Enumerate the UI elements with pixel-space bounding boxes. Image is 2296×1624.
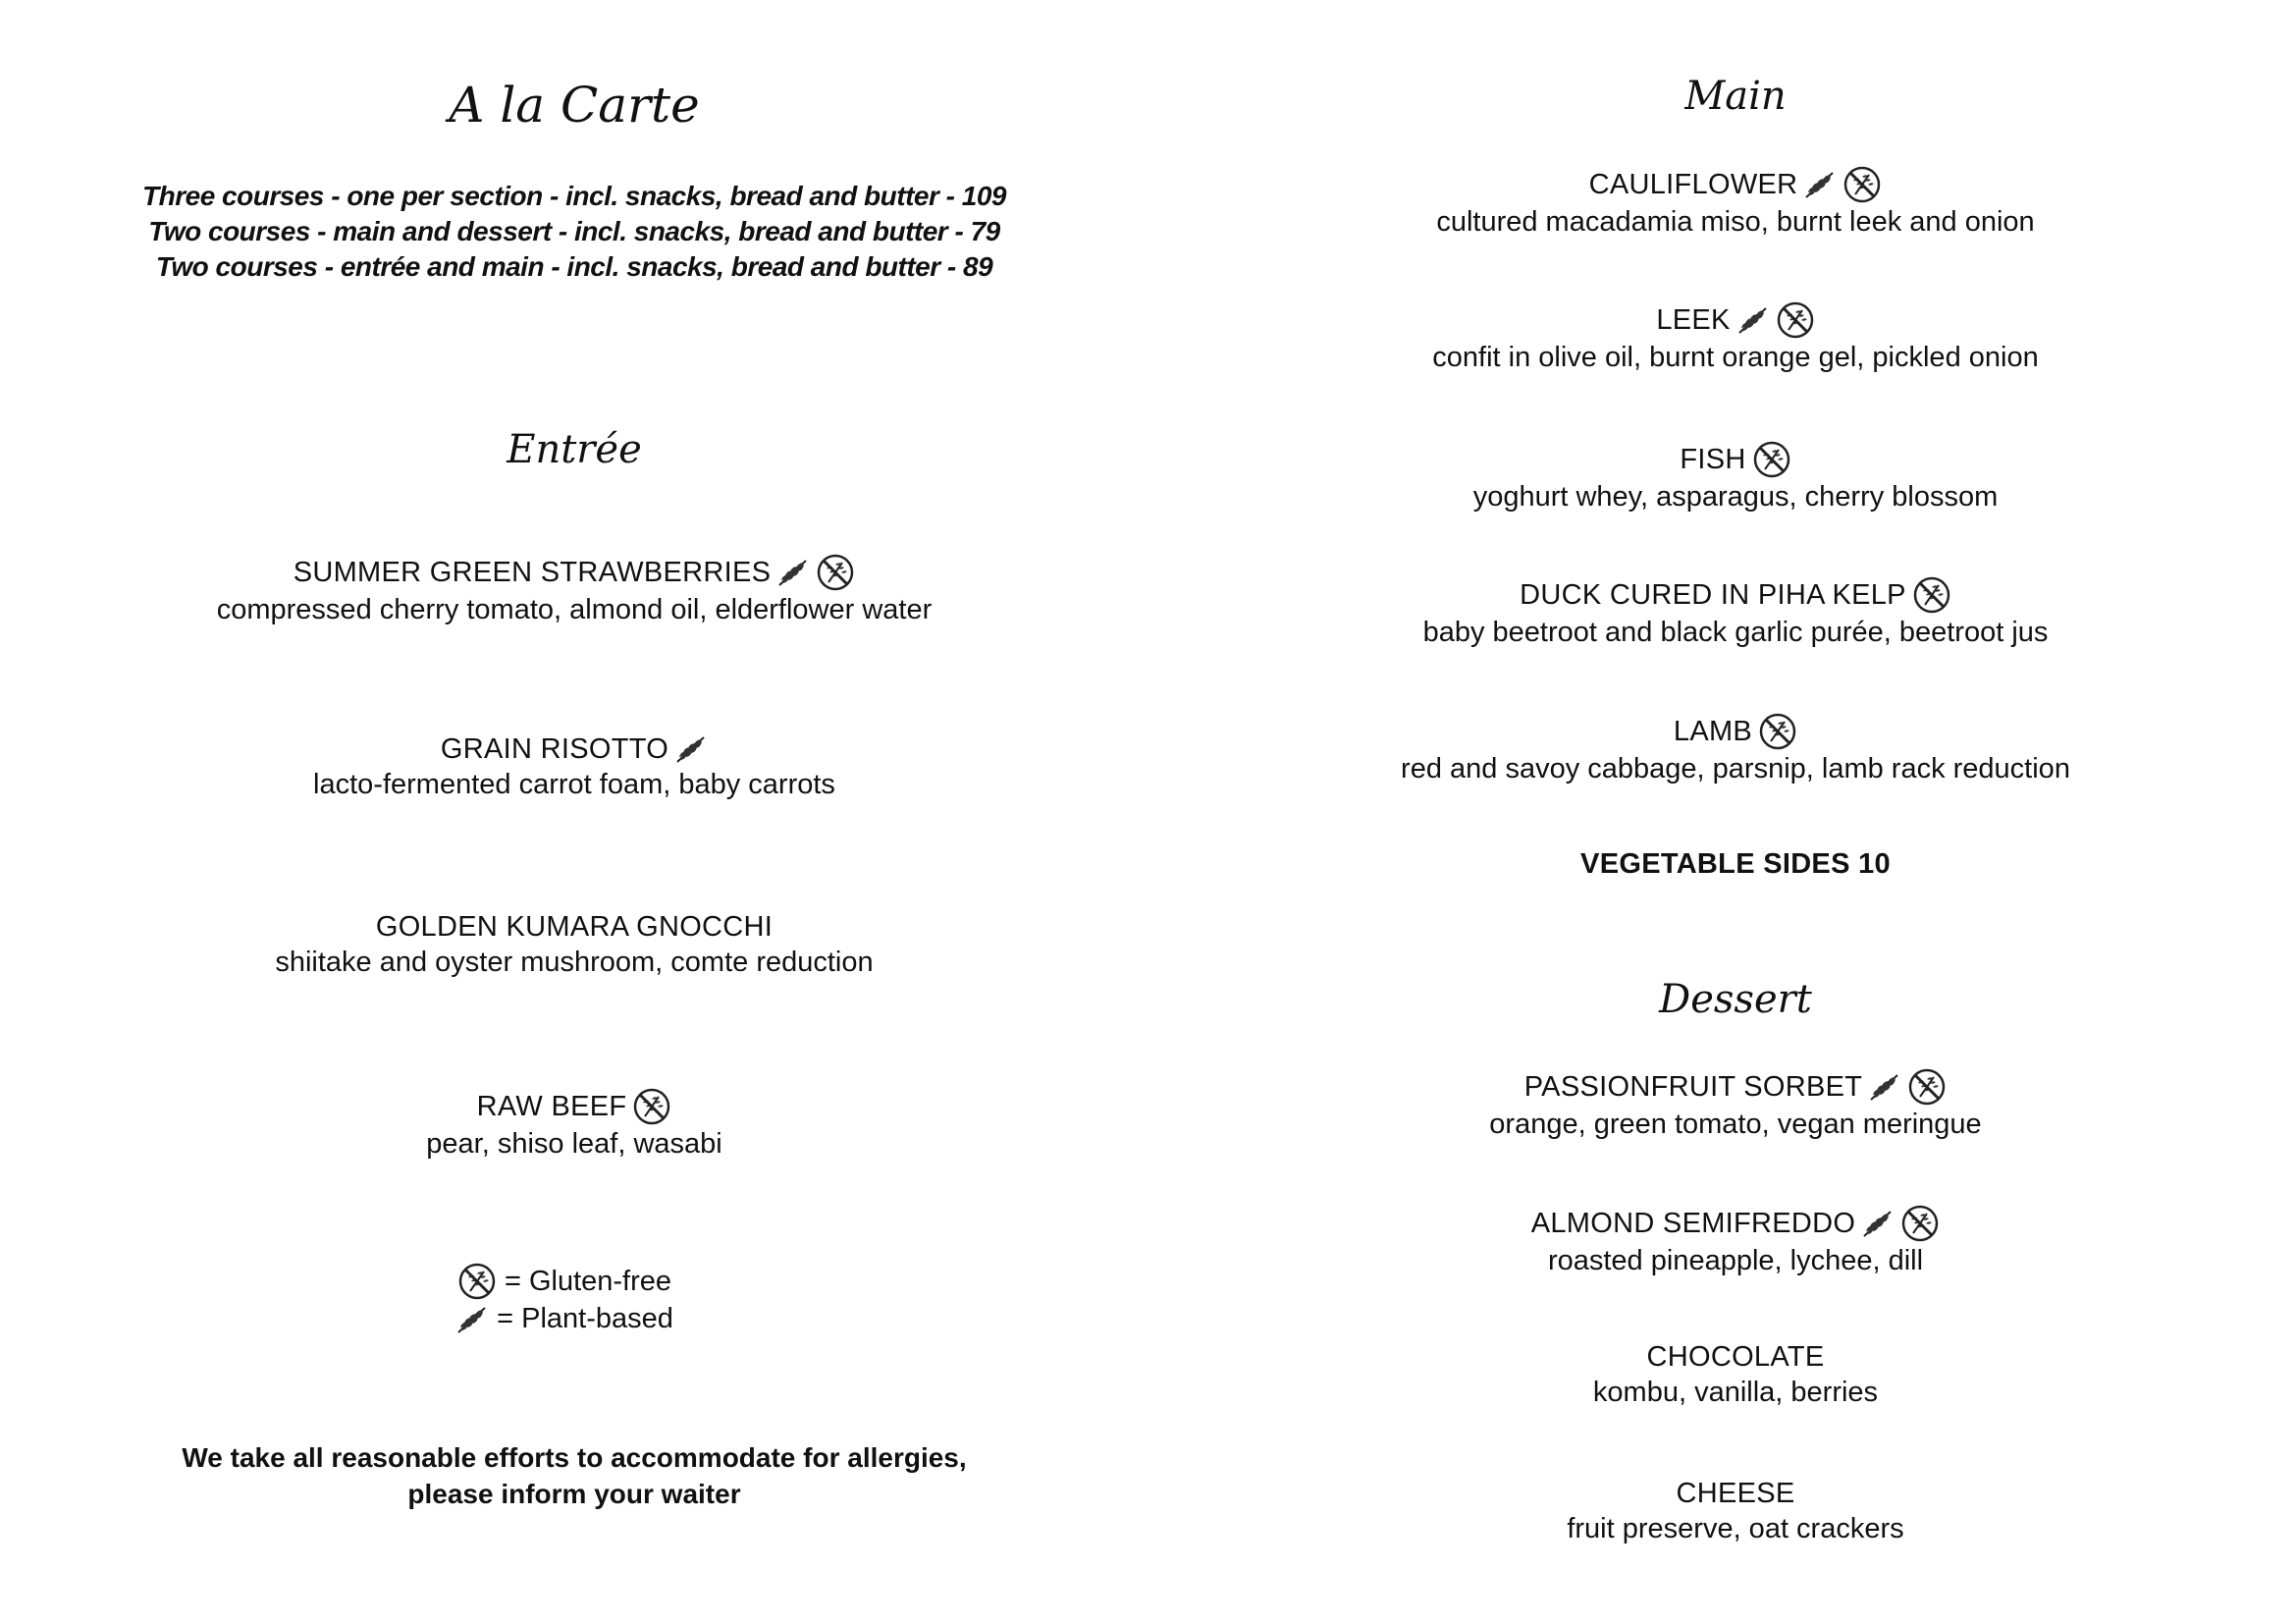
dessert-item — [1196, 1204, 2275, 1279]
pricing-info — [34, 179, 1114, 285]
dessert-item — [1196, 1339, 2275, 1411]
gluten-free-icon — [1907, 1067, 1947, 1107]
icon-legend — [15, 1262, 1114, 1337]
entree-item — [34, 553, 1114, 628]
entree-item — [34, 731, 1114, 803]
dish-name: ALMOND SEMIFREDDO — [1530, 1208, 1856, 1239]
dish-description: yoghurt whey, asparagus, cherry blossom — [1472, 481, 1999, 513]
dish-description: shiitake and oyster mushroom, comte reduction — [275, 947, 874, 978]
pricing-line: Three courses - one per section - incl. snacks, bread and butter - 109 — [142, 181, 1006, 211]
leaf-icon — [1803, 170, 1837, 199]
dish-description: pear, shiso leaf, wasabi — [426, 1128, 722, 1160]
dish-description: fruit preserve, oat crackers — [1567, 1513, 1904, 1544]
gluten-free-icon — [816, 553, 855, 592]
allergy-notice — [34, 1439, 1114, 1512]
dessert-heading: Dessert — [1659, 977, 1812, 1022]
dish-description: lacto-fermented carrot foam, baby carrots — [313, 769, 835, 800]
leaf-icon — [776, 558, 810, 587]
main-item — [1196, 300, 2275, 376]
vegetable-sides: VEGETABLE SIDES 10 — [1580, 848, 1891, 880]
dish-name: CHEESE — [1676, 1478, 1795, 1509]
dessert-item — [1196, 1476, 2275, 1547]
entree-item — [34, 909, 1114, 981]
dish-name: CHOCOLATE — [1646, 1341, 1825, 1373]
dish-name: FISH — [1680, 444, 1746, 475]
dish-name: PASSIONFRUIT SORBET — [1523, 1071, 1863, 1103]
gluten-free-icon — [1900, 1204, 1940, 1243]
dish-description: red and savoy cabbage, parsnip, lamb rack reduction — [1401, 753, 2070, 785]
gluten-free-icon — [1842, 165, 1882, 204]
leaf-icon — [674, 734, 708, 764]
dessert-item — [1196, 1067, 2275, 1143]
notice-line: We take all reasonable efforts to accommodate for allergies, — [182, 1442, 967, 1473]
gluten-free-icon — [1758, 712, 1797, 751]
dish-name: CAULIFLOWER — [1588, 169, 1798, 200]
pricing-line: Two courses - entrée and main - incl. snacks, bread and butter - 89 — [155, 251, 993, 282]
pricing-line: Two courses - main and dessert - incl. snacks, bread and butter - 79 — [148, 216, 1000, 246]
dish-description: roasted pineapple, lychee, dill — [1547, 1245, 1924, 1276]
dish-name: SUMMER GREEN STRAWBERRIES — [293, 557, 772, 588]
leaf-icon — [1861, 1209, 1895, 1238]
dish-name: GOLDEN KUMARA GNOCCHI — [375, 911, 774, 943]
dish-description: cultured macadamia miso, burnt leek and onion — [1436, 206, 2035, 238]
legend-gluten-free: = Gluten-free — [504, 1265, 672, 1297]
dish-name: GRAIN RISOTTO — [440, 733, 669, 765]
leaf-icon — [1736, 305, 1770, 335]
main-item — [1196, 575, 2275, 651]
dish-description: orange, green tomato, vegan meringue — [1489, 1109, 1982, 1140]
dish-description: compressed cherry tomato, almond oil, elderflower water — [216, 594, 933, 625]
dish-description: confit in olive oil, burnt orange gel, pickled onion — [1432, 342, 2039, 373]
dish-name: LEEK — [1656, 304, 1731, 336]
main-item — [1196, 165, 2275, 241]
entree-heading: Entrée — [507, 427, 642, 472]
dish-description: kombu, vanilla, berries — [1592, 1377, 1879, 1408]
main-item — [1196, 712, 2275, 787]
menu-title: A la Carte — [449, 77, 700, 134]
gluten-free-icon — [1752, 440, 1791, 479]
legend-plant-based: = Plant-based — [497, 1303, 673, 1334]
leaf-icon — [455, 1305, 489, 1334]
dish-name: RAW BEEF — [476, 1091, 627, 1122]
dish-name: LAMB — [1673, 716, 1753, 747]
leaf-icon — [1868, 1072, 1901, 1102]
gluten-free-icon — [632, 1087, 671, 1126]
entree-item — [34, 1087, 1114, 1163]
gluten-free-icon — [1912, 575, 1951, 615]
dish-description: baby beetroot and black garlic purée, beetroot jus — [1422, 617, 2049, 648]
gluten-free-icon — [1776, 300, 1815, 340]
dish-name: DUCK CURED IN PIHA KELP — [1520, 579, 1906, 611]
main-item — [1196, 440, 2275, 515]
gluten-free-icon — [457, 1262, 497, 1301]
main-heading: Main — [1684, 74, 1787, 119]
notice-line: please inform your waiter — [407, 1479, 741, 1509]
